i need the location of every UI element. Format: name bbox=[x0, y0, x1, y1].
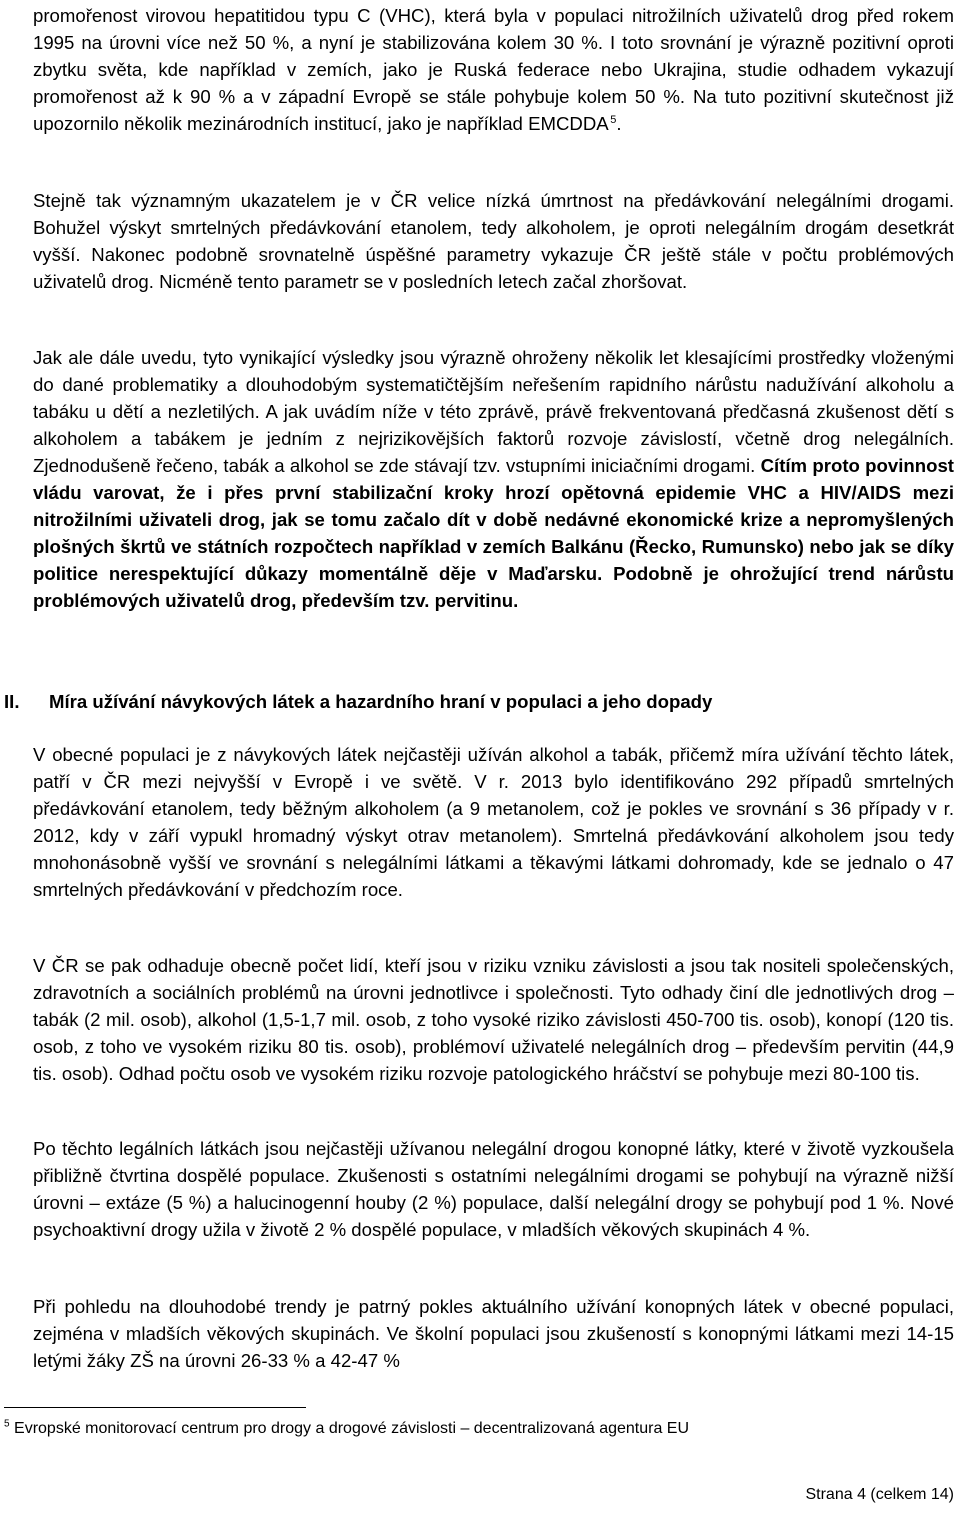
paragraph-bold-warning: Cítím proto povinnost vládu varovat, že i přes první stabilizační kroky hrozí opětovná epidemie VHC a HIV/AIDS mezi nitrožilními uživateli drog, jak se tomu začalo dít v době nedávné ekonomické krize a nepromyšlených plošných škrtů ve státních rozpočtech například v zemích Balkánu (Řecko, Rumunsko) nebo jak se díky politice nerespektující důkazy momentálně děje v Maďarsku. Podobně je ohrožující trend nárůstu problémových uživatelů drog, především tzv. pervitinu. bbox=[33, 455, 954, 611]
paragraph-warning bbox=[33, 344, 954, 614]
paragraph-end: . bbox=[616, 113, 622, 134]
paragraph-cannabis: Po těchto legálních látkách jsou nejčastěji užívanou nelegální drogou konopné látky, které v životě vyzkoušela přibližně čtvrtina dospělé populace. Zkušenosti s ostatními nelegálními drogami se pohybují na výrazně nižší úrovni – extáze (5 %) a halucinogenní houby (2 %) populace, další nelegální drogy se pohybují pod 1 %. Nové psychoaktivní drogy užila v životě 2 % dospělé populace, v mladších věkových skupinách 4 %. bbox=[33, 1138, 954, 1240]
page-number: Strana 4 (celkem 14) bbox=[805, 1486, 954, 1503]
paragraph-text: promořenost virovou hepatitidou typu C (VHC), která byla v populaci nitrožilních uživatelů drog před rokem 1995 na úrovni více než 50 %, a nyní je stabilizována kolem 30 %. I toto srovnání je výrazně pozitivní oproti zbytku světa, kde například v zemích, jako je Ruská federace nebo Ukrajina, studie odhadem vykazují promořenost až k 90 % a v západní Evropě se stále pohybuje kolem 50 %. Na tuto pozitivní skutečnost již upozornilo několik mezinárodních institucí, jako je například EMCDDA bbox=[33, 5, 954, 134]
footnote-text: Evropské monitorovací centrum pro drogy a drogové závislosti – decentralizovaná agentura EU bbox=[14, 1420, 690, 1437]
section-title: Míra užívání návykových látek a hazardního hraní v populaci a jeho dopady bbox=[49, 691, 713, 712]
section-number: II. bbox=[4, 691, 20, 712]
paragraph-trends: Při pohledu na dlouhodobé trendy je patrný pokles aktuálního užívání konopných látek v obecné populaci, zejména v mladších věkových skupinách. Ve školní populaci jsou zkušeností s konopnými látkami mezi 14-15 letými žáky ZŠ na úrovni 26-33 % a 42-47 % bbox=[33, 1296, 954, 1371]
paragraph-overdose-mortality: Stejně tak významným ukazatelem je v ČR velice nízká úmrtnost na předávkování nelegálními drogami. Bohužel výskyt smrtelných předávkování etanolem, tedy alkoholem, je oproti nelegálním drogám desetkrát vyšší. Nakonec podobně srovnatelně úspěšné parametry vykazuje ČR ještě stále v počtu problémových uživatelů drog. Nicméně tento parametr se v posledních letech začal zhoršovat. bbox=[33, 190, 954, 292]
footnote-reference: 5 bbox=[610, 113, 617, 126]
footnote bbox=[4, 1418, 944, 1440]
footnote-mark: 5 bbox=[4, 1418, 10, 1430]
paragraph-risk-estimates: V ČR se pak odhaduje obecně počet lidí, kteří jsou v riziku vzniku závislosti a jsou tak nositeli společenských, zdravotních a sociálních problémů na úrovni jednotlivce i společnosti. Tyto odhady činí dle jednotlivých drog – tabák (2 mil. osob), alkohol (1,5-1,7 mil. osob, z toho vysoké riziko závislosti 450-700 tis. osob), konopí (120 tis. osob, z toho ve vysokém riziku 80 tis. osob), problémoví uživatelé nelegálních drog – především pervitin (44,9 tis. osob). Odhad počtu osob ve vysokém riziku rozvoje patologického hráčství se pohybuje mezi 80-100 tis. bbox=[33, 955, 954, 1084]
footnote-divider bbox=[4, 1407, 306, 1408]
paragraph-text: Jak ale dále uvedu, tyto vynikající výsledky jsou výrazně ohroženy několik let klesajícími prostředky vloženými do dané problematiky a dlouhodobým systematičtějším neřešením rapidního nárůstu nadužívání alkoholu a tabáku u dětí a nezletilých. A jak uvádím níže v této zprávě, právě frekventovaná předčasná zkušenost dětí s alkoholem a tabákem je jedním z nejrizikovějších faktorů rozvoje závislostí, včetně drog nelegálních. Zjednodušeně řečeno, tabák a alkohol se zde stávají tzv. vstupními iniciačními drogami. bbox=[33, 347, 954, 476]
paragraph-hcv-prevalence bbox=[33, 2, 954, 137]
paragraph-alcohol-tobacco: V obecné populaci je z návykových látek nejčastěji užíván alkohol a tabák, přičemž míra užívání těchto látek, patří v ČR mezi nejvyšší v Evropě i ve světě. V r. 2013 bylo identifikováno 292 případů smrtelných předávkování etanolem, tedy běžným alkoholem (a 9 metanolem, což je pokles ve srovnání s 36 případy v r. 2012, kdy v září vypukl hromadný výskyt otrav metanolem). Smrtelná předávkování alkoholem jsou tedy mnohonásobně vyšší ve srovnání s nelegálními látkami a těkavými látkami dohromady, kde se jednalo o 47 smrtelných předávkování v předchozím roce. bbox=[33, 744, 954, 900]
